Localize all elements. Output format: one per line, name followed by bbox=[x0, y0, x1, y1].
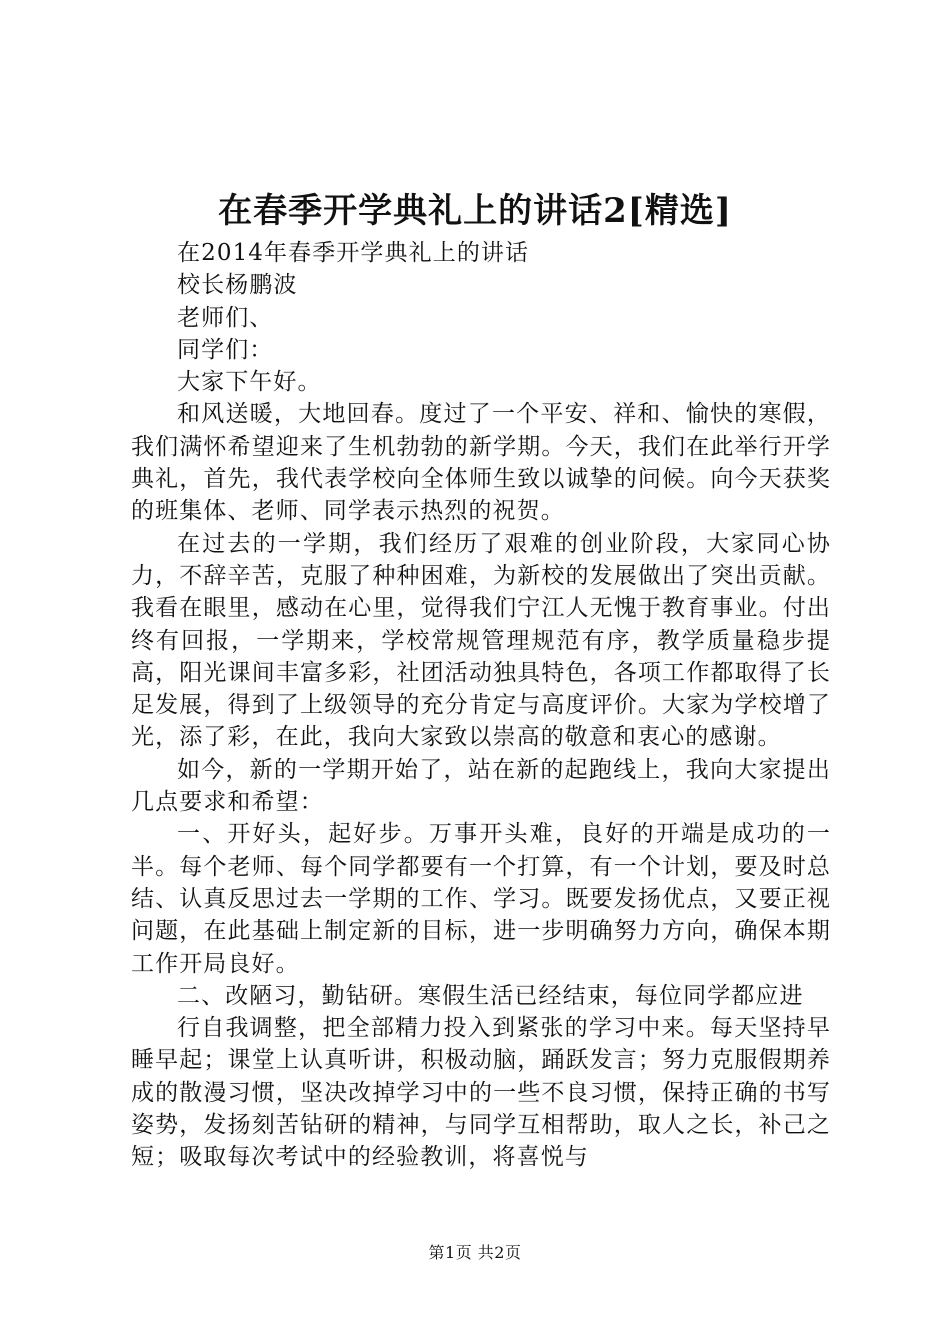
paragraph-review: 在过去的一学期，我们经历了艰难的创业阶段，大家同心协力，不辞辛苦，克服了种种困难，为新校的发展做出了突出贡献。我看在眼里，感动在心里，觉得我们宁江人无愧于教育事业。付出终有回报，一学期来，学校常规管理规范有序，教学质量稳步提高，阳光课间丰富多彩，社团活动独具特色，各项工作都取得了长足发展，得到了上级领导的充分肯定与高度评价。大家为学校增了光，添了彩，在此，我向大家致以崇高的敬意和衷心的感谢。 bbox=[131, 530, 831, 751]
speaker-line: 校长杨鹏波 bbox=[177, 272, 298, 299]
paragraph-opening: 和风送暖，大地回春。度过了一个平安、祥和、愉快的寒假，我们满怀希望迎来了生机勃勃的新学期。今天，我们在此举行开学典礼，首先，我代表学校向全体师生致以诚挚的问候。向今天获奖的班集体、老师、同学表示热烈的祝贺。 bbox=[131, 401, 831, 525]
paragraph-transition: 如今，新的一学期开始了，站在新的起跑线上，我向大家提出几点要求和希望： bbox=[131, 756, 831, 816]
speech-subtitle: 在2014年春季开学典礼上的讲话 bbox=[177, 240, 530, 266]
greeting-students: 同学们： bbox=[177, 336, 274, 363]
document-title: 在春季开学典礼上的讲话2[精选] bbox=[218, 191, 732, 231]
paragraph-point-two: 二、改陋习，勤钻研。寒假生活已经结束，每位同学都应进 bbox=[177, 982, 804, 1009]
greeting-teachers: 老师们、 bbox=[177, 304, 274, 331]
paragraph-continuation: 行自我调整，把全部精力投入到紧张的学习中来。每天坚持早睡早起；课堂上认真听讲，积极动脑，踊跃发言；努力克服假期养成的散漫习惯，坚决改掉学习中的一些不良习惯，保持正确的书写姿势，发扬刻苦钻研的精神，与同学互相帮助，取人之长，补己之短；吸取每次考试中的经验教训，将喜悦与 bbox=[131, 1015, 831, 1171]
greeting-afternoon: 大家下午好。 bbox=[177, 369, 322, 396]
document-body bbox=[131, 237, 831, 1174]
paragraph-point-one: 一、开好头，起好步。万事开头难，良好的开端是成功的一半。每个老师、每个同学都要有一个打算，有一个计划，要及时总结、认真反思过去一学期的工作、学习。既要发扬优点，又要正视问题，在此基础上制定新的目标，进一步明确努力方向，确保本期工作开局良好。 bbox=[131, 821, 831, 977]
page-number-footer: 第1页 共2页 bbox=[428, 1243, 522, 1262]
